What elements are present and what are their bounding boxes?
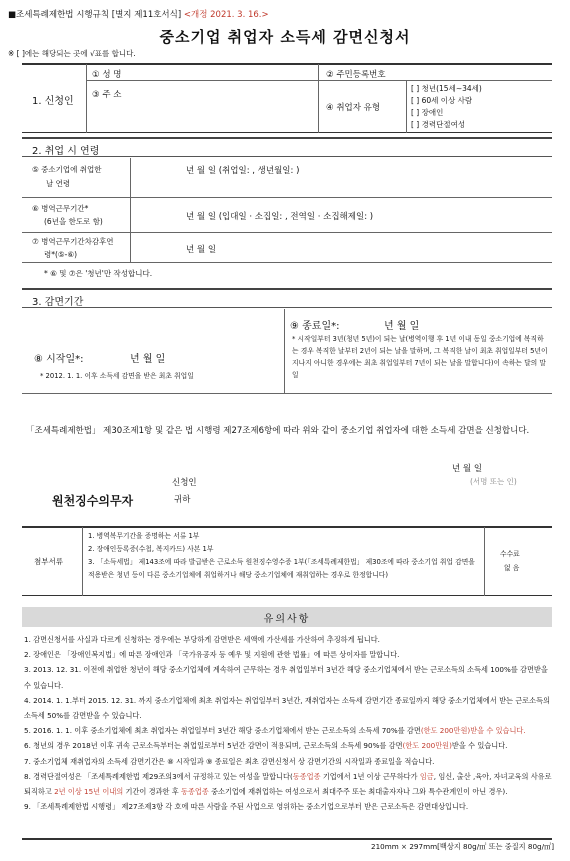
end-date-field[interactable]: 년 월 일 <box>384 321 420 332</box>
end-date-label: ⑨ 종료일*: <box>290 321 340 332</box>
youth-only-note: * ⑥ 및 ⑦은 '청년'만 작성합니다. <box>44 269 153 278</box>
type-checkbox-senior[interactable]: [ ] 60세 이상 사람 <box>411 96 473 105</box>
start-date-label: ⑧ 시작일*: <box>34 354 84 365</box>
notice-item-6: 6. 청년의 경우 2018년 이후 귀속 근로소득부터는 취업일로부터 5년간 감면이 적용되며, 근로소득의 소득세 90%를 감면(한도 200만원)받을 수 있습니다. <box>24 741 508 751</box>
adjusted-age-field[interactable]: 년 월 일 <box>186 245 217 255</box>
notice-item-4: 4. 2014. 1. 1.부터 2015. 12. 31. 까지 중소기업체에 최초 취업자는 취업일부터 3년간, 재취업자는 소득세 감면기간 종료일까지 해당 중소기업체에서 받는 근로소득의 소득세 50%를 감면받을 수 있습니다. <box>24 695 550 721</box>
attachments-label: 첨부서류 <box>34 557 63 566</box>
section-period-header: 3. 감면기간 <box>22 288 552 308</box>
end-date-note: * 시작일부터 3년(청년 5년)이 되는 날(병역이행 후 1년 이내 동일 중소기업에 복직하는 경우 복직한 날부터 2년이 되는 날을 말하며, 그 복직한 날이 최초 취업일부터 5년이 지나지 아니한 경우에는 최초 취업일부터 7년이 되는 날을 말합니다)이 속하는 달의 말일 <box>292 335 548 379</box>
notice-item-9: 9. 「조세특례제한법 시행령」 제27조제3항 각 호에 따른 사람을 주된 사업으로 영위하는 중소기업으로부터 받은 근로소득은 감면대상입니다. <box>24 802 469 812</box>
fee-value: 없 음 <box>504 564 520 572</box>
start-date-field[interactable]: 년 월 일 <box>130 354 166 365</box>
revision-date: <개정 2021. 3. 16.> <box>183 10 269 20</box>
form-title: 중소기업 취업자 소득세 감면신청서 <box>159 28 411 46</box>
checkbox-note: ※ [ ]에는 해당되는 곳에 √표를 합니다. <box>8 49 136 58</box>
notice-item-1: 1. 감면신청서를 사실과 다르게 신청하는 경우에는 부당하게 감면받은 세액에 가산세를 가산하여 추징하게 됩니다. <box>24 635 380 644</box>
section-age-header: 2. 취업 시 연령 <box>22 137 552 157</box>
fee-label: 수수료 <box>500 550 520 558</box>
paper-spec: 210mm × 297mm[백상지 80g/㎡ 또는 중질지 80g/㎡] <box>371 842 554 851</box>
employment-age-field[interactable]: 년 월 일 (취업일: , 생년월일: ) <box>186 166 300 176</box>
withholder-name: 원천징수의무자 <box>52 494 134 508</box>
name-field[interactable]: ① 성 명 <box>92 70 122 80</box>
attachment-item-3: 3. 「소득세법」 제143조에 따라 발급받은 근로소득 원천징수영수증 1부(「조세특례제한법」 제30조에 따라 중소기업 취업 감면을 적용받은 청년 등이 다른 중소기업체에 취업하거나 해당 중소기업체에 재취업하는 경우로 한정합니다) <box>88 558 475 579</box>
notice-item-8: 8. 경력단절여성은 「조세특례제한법 제29조의3에서 규정하고 있는 여성을 말합니다(동종업종 기업에서 1년 이상 근무하다가 임금, 임신, 출산 ,육아, 자녀교육의 사유로 퇴직하고 2년 이상 15년 이내의 기간이 경과한 후 동종업종 중소기업에 재취업하는 여성으로서 최대주주 또는 최대출자자나 그와 특수관계인이 아닌 경우). <box>24 771 552 797</box>
notice-item-5: 5. 2016. 1. 1. 이후 중소기업체에 최초 취업자는 취업일부터 3년간 해당 중소기업체에서 받는 근로소득의 소득세 70%를 감면(한도 200만원)받을 수 있습니다. <box>24 726 526 736</box>
type-checkbox-disabled[interactable]: [ ] 장애인 <box>411 108 444 117</box>
military-service-field[interactable]: 년 월 일 (입대일 · 소집일: , 전역일 · 소집해제일: ) <box>186 212 374 222</box>
attachment-item-1: 1. 병역복무기간을 증명하는 서류 1부 <box>88 532 200 540</box>
applicant-label: 1. 신청인 <box>32 96 74 107</box>
type-checkbox-career-break[interactable]: [ ] 경력단절여성 <box>411 120 466 129</box>
withholder-suffix: 귀하 <box>174 495 191 505</box>
rrn-field[interactable]: ② 주민등록번호 <box>326 70 386 80</box>
attachment-item-2: 2. 장애인등록증(수첩, 복지카드) 사본 1부 <box>88 545 214 553</box>
form-header: ■조세특례제한법 시행규칙 [별지 제11호서식] <개정 2021. 3. 16.> <box>8 10 269 20</box>
employee-type-label: ④ 취업자 유형 <box>326 103 381 113</box>
notice-title: 유의사항 <box>22 607 552 627</box>
signature-field[interactable]: (서명 또는 인) <box>470 477 517 486</box>
application-date[interactable]: 년 월 일 <box>452 464 483 474</box>
notice-list <box>24 632 552 814</box>
start-date-note: * 2012. 1. 1. 이후 소득세 감면을 받은 최초 취업일 <box>40 372 194 380</box>
notice-item-7: 7. 중소기업체 재취업자의 소득세 감면기간은 ⑧ 시작일과 ⑨ 종료일은 최초 감면신청서 상 감면기간의 시작일과 종료일을 적습니다. <box>24 756 435 766</box>
applicant-sign-label: 신청인 <box>172 478 197 488</box>
notice-item-2: 2. 장애인은 「장애인복지법」에 따른 장애인과 「국가유공자 등 예우 및 지원에 관한 법률」에 따른 상이자를 말합니다. <box>24 650 400 660</box>
declaration-text: 「조세특례제한법」 제30조제1항 및 같은 법 시행령 제27조제6항에 따라 위와 같이 중소기업 취업자에 대한 소득세 감면을 신청합니다. <box>26 426 530 436</box>
notice-item-3: 3. 2013. 12. 31. 이전에 취업한 청년이 해당 중소기업체에 계속하여 근무하는 경우 취업일부터 3년간 해당 중소기업체에서 받는 근로소득의 소득세 100%를 감면받을 수 있습니다. <box>24 665 548 690</box>
type-checkbox-youth[interactable]: [ ] 청년(15세∼34세) <box>411 84 482 93</box>
address-field[interactable]: ③ 주 소 <box>92 90 122 100</box>
